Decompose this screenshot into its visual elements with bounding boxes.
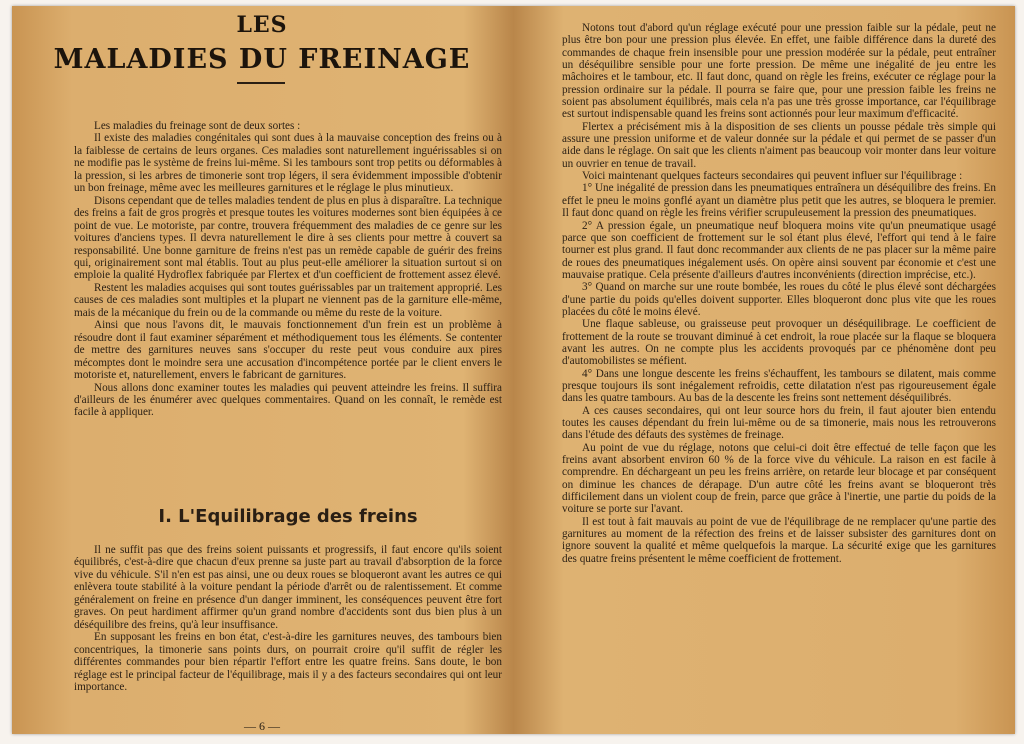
paragraph: Au point de vue du réglage, notons que celui-ci doit être effectué de telle façon que les freins avant absorbent environ 60 % de la force vive du véhicule. La raison en est facile à comprendre. En déchargeant un peu les freins arrière, on retarde leur blocage et par conséquent on diminue les chances de dérapage. D'un autre côté les freins avant se bloqueront très difficilement dans un violent coup de frein, parce que grâce à l'inertie, une partie du poids de la voiture se porte sur l'avant. <box>562 441 996 516</box>
title-rule <box>237 82 285 84</box>
paragraph: A ces causes secondaires, qui ont leur source hors du frein, il faut ajouter bien entendu toutes les causes dépendant du frein lui-même ou de sa timonerie, mais nous les retrouverons dans l'étude des défauts des systèmes de freinage. <box>562 404 996 442</box>
paragraph: 3° Quand on marche sur une route bombée, les roues du côté le plus élevé sont déchargées d'une partie du poids qu'elles doivent supporter. Elles bloqueront donc plus vite que les roues placées du côté le moins élevé. <box>562 281 996 318</box>
paragraph: En supposant les freins en bon état, c'est-à-dire les garnitures neuves, des tambours bien concentriques, la timonerie sans points durs, on pourrait croire qu'il suffit de régler les différentes commandes pour bien répartir l'effort entre les quatre freins. Sans doute, le bon réglage est le principal facteur de l'équilibrage, mais il y a des facteurs secondaires qui ont leur importance. <box>74 631 502 693</box>
paragraph: Disons cependant que de telles maladies tendent de plus en plus à disparaître. La technique des freins a fait de gros progrès et presque toutes les voitures modernes sont bien équipées à ce point de vue. Le motoriste, par contre, trouvera fréquemment des maladies de ce genre sur les voitures d'anciens types. Il devra naturellement le dire à ses clients pour mettre à couvert sa responsabilité. Une bonne garniture de freins n'est pas un remède capable de guérir des freins qui, originairement sont mal établis. Tout au plus peut-elle améliorer la situation surtout si on emploie la qualité Hydroflex fabriquée par Flertex et d'un coefficient de frottement assez élevé. <box>74 194 502 282</box>
paragraph: 4° Dans une longue descente les freins s'échauffent, les tambours se dilatent, mais comme presque toujours ils sont inégalement refroidis, cette dilatation n'est pas rigoureusement égale dans les quatre tambours. Au bas de la descente les freins sont nettement déséquilibrés. <box>562 367 996 405</box>
booklet-spread <box>12 6 1015 734</box>
right-text <box>562 22 996 565</box>
paragraph: Restent les maladies acquises qui sont toutes guérissables par un traitement approprié. Les causes de ces maladies sont multiples et la plupart ne viennent pas de la garniture elle-même, mais de la mécanique du frein ou de la commande ou même du reste de la voiture. <box>74 281 502 319</box>
section-text <box>74 544 502 693</box>
paragraph: Notons tout d'abord qu'un réglage exécuté pour une pression faible sur la pédale, peut ne plus être bon pour une pression plus élevée. En effet, une faible différence dans la dureté des commandes de chaque frein insensible pour une pression modérée sur la pédale, peut entraîner un déséquilibre sensible pour une forte pression. De même une inégalité de jeu entre les mâchoires et le tambour, etc. Il faut donc, quand on règle les freins, exécuter ce réglage pour la pression ordinaire sur la pédale. Il pourra se faire que, pour une pression faible les freins ne soient pas absolument équilibrés, mais cela n'a pas une très grosse importance, car l'équilibrage est surtout indispensable quand les freins sont actionnés pour leur maximum d'efficacité. <box>562 22 996 121</box>
right-page <box>520 6 1015 734</box>
paragraph: Les maladies du freinage sont de deux sortes : <box>94 120 301 132</box>
paragraph: Ainsi que nous l'avons dit, le mauvais fonctionnement d'un frein est un problème à résoudre dont il faut examiner séparément et méthodiquement tous les éléments. Se contenter de mettre des garnitures neuves sans s'occuper du reste peut vous conduire aux pires mécomptes dont le moindre sera une accusation d'incompétence portée par le client envers le motoriste et, naturellement, envers le fabricant de garnitures. <box>74 319 502 382</box>
paragraph: Il ne suffit pas que des freins soient puissants et progressifs, il faut encore qu'ils soient équilibrés, c'est-à-dire que chacun d'eux prenne sa juste part au travail d'absorption de la force vive du véhicule. S'il n'en est pas ainsi, une ou deux roues se bloqueront avant les autres ce qui enlèvera toute stabilité à la voiture pendant la période d'arrêt ou de ralentissement. Et comme généralement on freine en présence d'un danger imminent, les conséquences peuvent être fort graves. On peut hardiment affirmer qu'un grand nombre d'accidents sont dus bien plus à un déséquilibre des freins, qu'à leur insuffisance. <box>74 544 502 631</box>
intro-text <box>74 120 502 419</box>
section-heading: I. L'Equilibrage des freins <box>158 506 418 527</box>
paragraph: Flertex a précisément mis à la disposition de ses clients un pousse pédale très simple qui assure une pression uniforme et de valeur donnée sur la pédale et qui permet de se passer d'un aide dans le réglage. On sait que les clients n'aiment pas beaucoup voir monter dans leur voiture un ouvrier en tenue de travail. <box>562 120 996 170</box>
page-number: — 6 — <box>244 719 280 733</box>
paragraph: Il est tout à fait mauvais au point de vue de l'équilibrage de ne remplacer qu'une partie des garnitures au moment de la réfection des freins et de laisser subsister des garnitures dont on ignore souvent la qualité et même quelquefois la marque. La sécurité exige que les garnitures des quatre freins présentent le même coefficient de frottement. <box>562 515 996 565</box>
paragraph: Voici maintenant quelques facteurs secondaires qui peuvent influer sur l'équilibrage : <box>582 170 963 183</box>
page-title: MALADIES DU FREINAGE <box>53 44 471 75</box>
paragraph: Une flaque sableuse, ou graisseuse peut provoquer un déséquilibrage. Le coefficient de frottement de la route se trouvant diminué à cet endroit, la roue placée sur la flaque se bloquera avant les autres. On ne compte plus les accidents provoqués par ce phénomène dont peu d'automobilistes se méfient. <box>562 318 996 368</box>
paragraph: 1° Une inégalité de pression dans les pneumatiques entraînera un déséquilibre des freins. En effet le pneu le moins gonflé ayant un diamètre plus petit que les autres, se bloquera le premier. Il faut donc quand on règle les freins vérifier scrupuleusement la pression des pneumatiques. <box>562 182 996 220</box>
paragraph: Nous allons donc examiner toutes les maladies qui peuvent atteindre les freins. Il suffira d'ailleurs de les énumérer avec quelques commentaires. Quand on les connaît, le remède est facile à appliquer. <box>74 381 502 419</box>
left-page <box>12 6 512 734</box>
page-title-small: LES <box>236 12 288 38</box>
paragraph: Il existe des maladies congénitales qui sont dues à la mauvaise conception des freins ou à la faiblesse de certains de leurs organes. Ces maladies sont naturellement inguérissables si on ne modifie pas le système de freins lui-même. Si les tambours sont trop petits ou déformables à la pression, si les arbres de timonerie sont trop légers, il sera évidemment impossible d'obtenir un bon freinage, même avec les meilleures garnitures et le réglage le plus minutieux. <box>74 132 502 195</box>
paragraph: 2° A pression égale, un pneumatique neuf bloquera moins vite qu'un pneumatique usagé parce que son coefficient de frottement sur le sol étant plus élevé, l'effort qui tend à le faire tourner est plus grand. Il faut donc recommander aux clients de ne pas placer sur la même paire de roues des pneumatiques inégalement usés. On opère ainsi souvent par économie et c'est une mauvaise pratique. Cela présente d'ailleurs d'autres inconvénients (direction imprécise, etc.). <box>562 219 996 281</box>
